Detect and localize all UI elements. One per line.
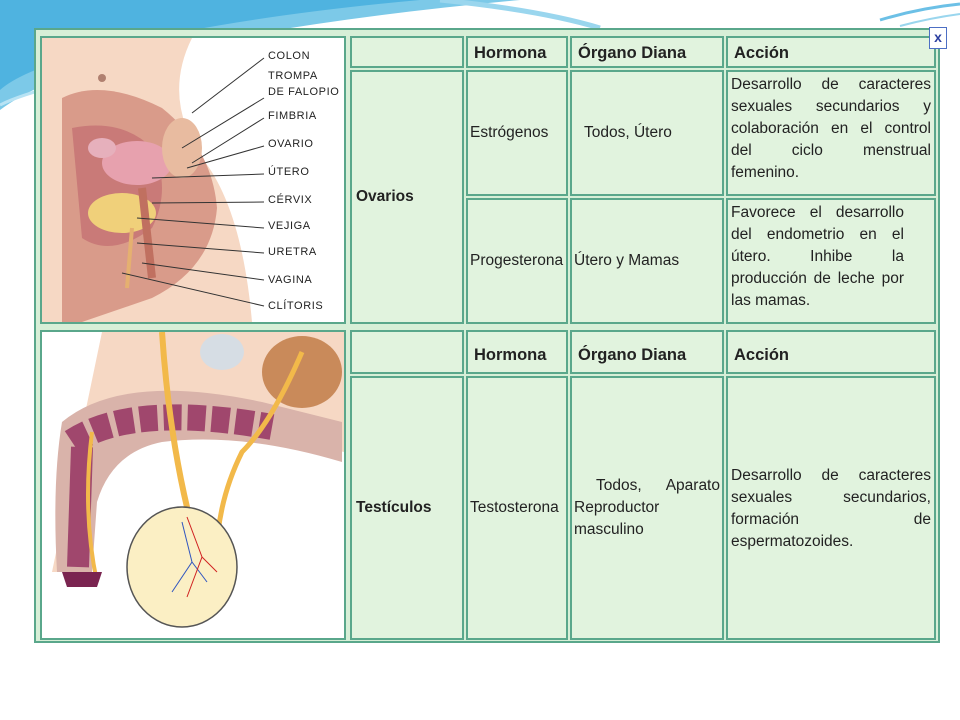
progesterone-action-line: del endometrio en el [731,226,904,243]
female-organ-ovarios: Ovarios [350,70,464,324]
label-fimbria: FIMBRIA [268,110,317,122]
testosterone-target-line: Reproductor [574,499,660,516]
estrogen-target-cell [570,70,724,196]
testosterone-target-line: Todos, Aparato [596,477,720,494]
hormone-table [34,28,940,643]
estrogen-action-line: Desarrollo de caracteres [731,76,931,93]
male-header-accion: Acción [726,330,936,374]
testosterone-target-cell [570,376,724,640]
testosterone-action-line: Desarrollo de caracteres [731,467,931,484]
label-uretra: URETRA [268,246,317,258]
estrogen-action-line: colaboración en el control [731,120,931,137]
progesterone-target-cell [570,198,724,324]
progesterone-hormone: Progesterona [470,252,564,269]
progesterone-action-line: útero. Inhibe la [731,248,904,265]
testosterone-target-line: masculino [574,521,644,538]
testosterone-action-line: sexuales secundarios, [731,489,931,506]
progesterone-action [726,198,936,324]
label-trompa: TROMPA [268,70,318,82]
female-header-hormona: Hormona [466,36,568,68]
label-utero: ÚTERO [268,166,310,178]
progesterone-action-line: producción de leche por [731,270,904,287]
female-header-accion: Acción [726,36,936,68]
female-header-organo-diana: Órgano Diana [570,36,724,68]
female-anatomy-illustration [40,36,346,324]
label-vejiga: VEJIGA [268,220,311,232]
estrogen-action-line: sexuales secundarios y [731,98,931,115]
testosterone-hormone-cell [466,376,568,640]
label-de-falopio: DE FALOPIO [268,86,340,98]
estrogen-hormone-cell [466,70,568,196]
female-header-blank [350,36,464,68]
estrogen-action [726,70,936,196]
male-header-hormona: Hormona [466,330,568,374]
label-cervix: CÉRVIX [268,194,313,206]
male-anatomy-illustration [40,330,346,640]
testosterone-hormone: Testosterona [470,499,559,516]
male-anatomy-drawing [42,332,344,638]
close-button[interactable]: x [929,27,947,49]
male-header-blank [350,330,464,374]
testosterone-action-line: espermatozoides. [731,533,854,550]
testosterone-action-line: formación de [731,511,931,528]
male-organ-testiculos: Testículos [350,376,464,640]
progesterone-action-line: las mamas. [731,292,811,309]
label-ovario: OVARIO [268,138,314,150]
progesterone-hormone-cell [466,198,568,324]
label-colon: COLON [268,50,311,62]
label-clitoris: CLÍTORIS [268,300,324,312]
testosterone-action-cell [726,376,936,640]
estrogen-action-line: femenino. [731,164,800,181]
label-vagina: VAGINA [268,274,313,286]
estrogen-action-line: del ciclo menstrual [731,142,931,159]
estrogen-hormone: Estrógenos [470,124,549,141]
progesterone-action-line: Favorece el desarrollo [731,204,904,221]
estrogen-target: Todos, Útero [584,124,672,141]
progesterone-target: Útero y Mamas [574,252,680,269]
male-header-organo-diana: Órgano Diana [570,330,724,374]
